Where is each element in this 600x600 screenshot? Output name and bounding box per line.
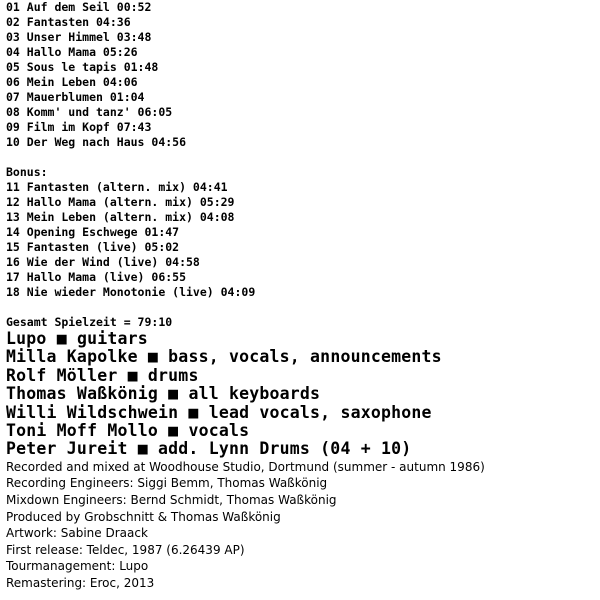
- member-line: [6, 385, 598, 403]
- bonus-header: Bonus:: [6, 165, 48, 179]
- production-credits: [6, 459, 598, 592]
- credit-line: Remastering: Eroc, 2013: [6, 575, 155, 590]
- member-role: add. Lynn Drums (04 + 10): [158, 439, 412, 459]
- separator-square: ■: [188, 402, 199, 422]
- total-playing-time: Gesamt Spielzeit = 79:10: [6, 315, 173, 329]
- separator-square: ■: [168, 420, 179, 440]
- track-line: 06 Mein Leben 04:06: [6, 75, 138, 89]
- track-line: 02 Fantasten 04:36: [6, 15, 131, 29]
- track-line: 10 Der Weg nach Haus 04:56: [6, 135, 187, 149]
- member-name: Lupo: [6, 329, 47, 348]
- member-name: Thomas Waßkönig: [6, 384, 159, 404]
- track-line: 07 Mauerblumen 01:04: [6, 90, 145, 104]
- tracklist: [6, 0, 598, 150]
- credit-line: Artwork: Sabine Draack: [6, 526, 148, 541]
- bonus-tracklist: [6, 180, 598, 300]
- member-line: [6, 367, 598, 385]
- credit-line: Recording Engineers: Siggi Bemm, Thomas Waßkönig: [6, 476, 328, 491]
- track-line: 04 Hallo Mama 05:26: [6, 45, 138, 59]
- member-line: [6, 422, 598, 440]
- separator-square: ■: [147, 347, 159, 367]
- liner-notes: [6, 0, 598, 591]
- bonus-track-line: 15 Fantasten (live) 05:02: [6, 240, 180, 254]
- credit-line: Mixdown Engineers: Bernd Schmidt, Thomas Waßkönig: [6, 492, 337, 507]
- spacer: [6, 150, 598, 165]
- member-name: Willi Wildschwein: [6, 402, 179, 422]
- credit-line: Recorded and mixed at Woodhouse Studio, Dortmund (summer - autumn 1986): [6, 459, 485, 474]
- track-line: 08 Komm' und tanz' 06:05: [6, 105, 173, 119]
- separator-square: ■: [56, 329, 67, 348]
- bonus-track-line: 17 Hallo Mama (live) 06:55: [6, 270, 187, 284]
- member-line: [6, 330, 598, 348]
- track-line: 09 Film im Kopf 07:43: [6, 120, 152, 134]
- separator-square: ■: [127, 365, 138, 385]
- bonus-track-line: 16 Wie der Wind (live) 04:58: [6, 255, 200, 269]
- track-line: 03 Unser Himmel 03:48: [6, 30, 152, 44]
- bonus-track-line: 11 Fantasten (altern. mix) 04:41: [6, 180, 228, 194]
- member-line: [6, 440, 598, 458]
- member-role: guitars: [76, 329, 148, 348]
- member-name: Milla Kapolke: [6, 347, 138, 367]
- member-name: Rolf Möller: [6, 365, 118, 385]
- separator-square: ■: [137, 439, 148, 459]
- band-members: [6, 330, 598, 459]
- bonus-track-line: 18 Nie wieder Monotonie (live) 04:09: [6, 285, 256, 299]
- bonus-track-line: 14 Opening Eschwege 01:47: [6, 225, 180, 239]
- member-name: Toni Moff Mollo: [6, 420, 159, 440]
- member-name: Peter Jureit: [6, 439, 128, 459]
- track-line: 05 Sous le tapis 01:48: [6, 60, 159, 74]
- credit-line: Produced by Grobschnitt & Thomas Waßkönig: [6, 509, 281, 524]
- credit-line: Tourmanagement: Lupo: [6, 559, 149, 574]
- separator-square: ■: [168, 384, 179, 404]
- member-line: [6, 404, 598, 422]
- bonus-track-line: 13 Mein Leben (altern. mix) 04:08: [6, 210, 235, 224]
- spacer: [6, 300, 598, 315]
- member-role: all keyboards: [188, 384, 321, 404]
- credit-line: First release: Teldec, 1987 (6.26439 AP): [6, 542, 245, 557]
- member-role: vocals: [188, 420, 250, 440]
- bonus-track-line: 12 Hallo Mama (altern. mix) 05:29: [6, 195, 235, 209]
- track-line: 01 Auf dem Seil 00:52: [6, 0, 152, 14]
- member-role: drums: [147, 365, 199, 385]
- member-role: bass, vocals, announcements: [168, 347, 442, 367]
- member-role: lead vocals, saxophone: [208, 402, 432, 422]
- member-line: [6, 348, 598, 366]
